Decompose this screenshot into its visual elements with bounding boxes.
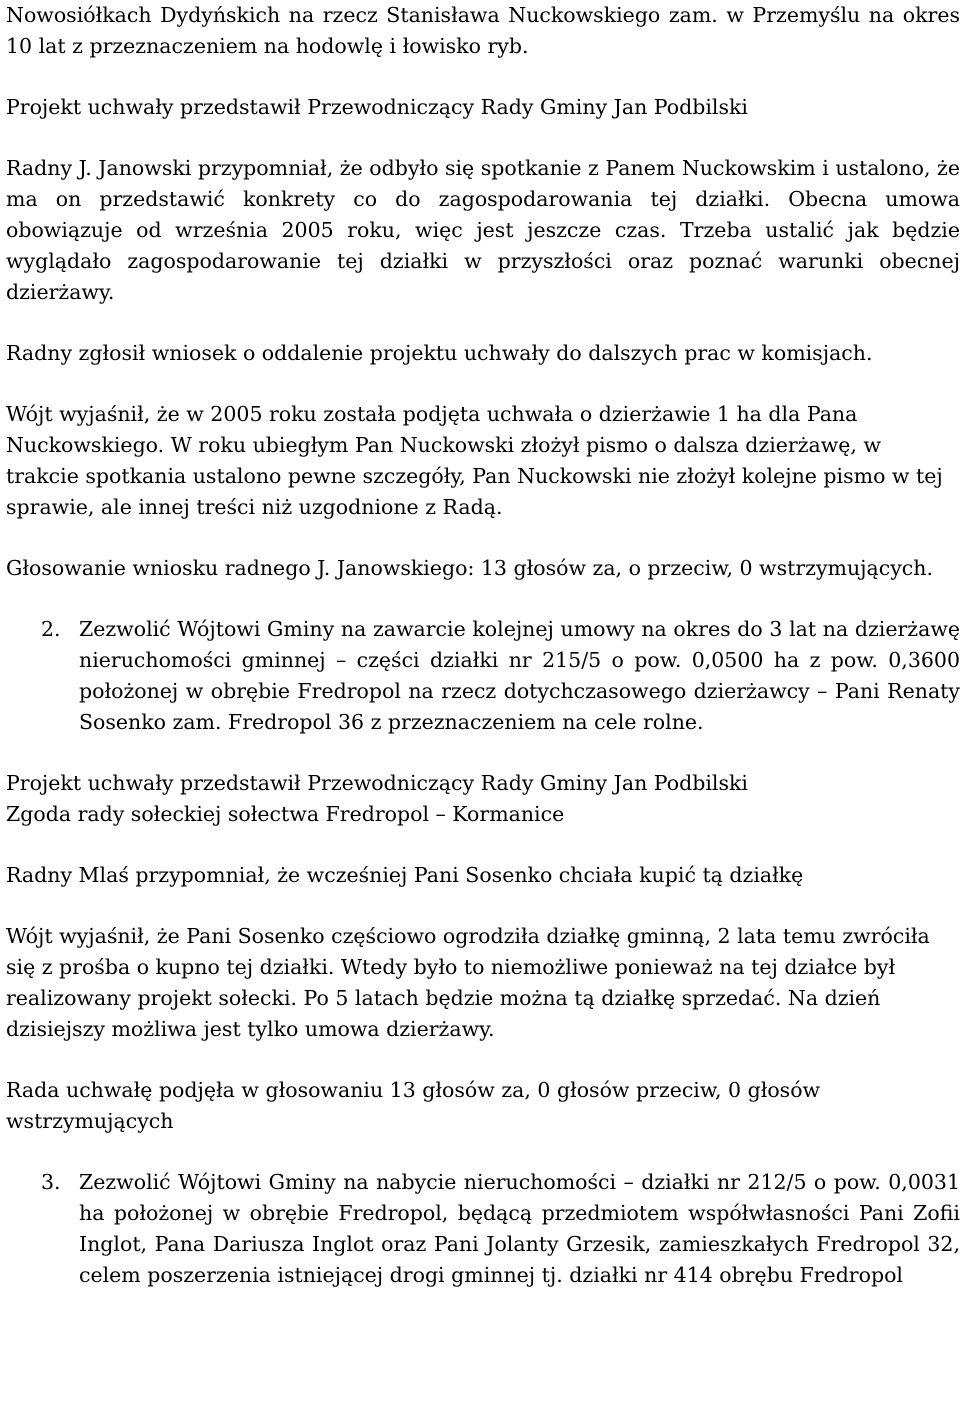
paragraph-motion-vote: Głosowanie wniosku radnego J. Janowskiego: 13 głosów za, o przeciw, 0 wstrzymujących.: [6, 556, 934, 580]
paragraph-resolution-vote: Rada uchwałę podjęła w głosowaniu 13 głosów za, 0 głosów przeciw, 0 głosów wstrzymujących: [6, 1078, 821, 1133]
paragraph-janowski-remark: Radny J. Janowski przypomniał, że odbyło się spotkanie z Panem Nuckowskim i ustalono, że ma on przedstawić konkrety co do zagospodarowania tej działki. Obecna umowa obowiązuje od września 2005 roku, więc jest jeszcze czas. Trzeba ustalić jak będzie wyglądało zagospodarowanie tej działki w przyszłości oraz poznać warunki obecnej dzierżawy.: [6, 156, 960, 304]
list-item-text: Zezwolić Wójtowi Gminy na nabycie nieruchomości – działki nr 212/5 o pow. 0,0031 ha położonej w obrębie Fredropol, będącą przedmiotem współwłasności Pani Zofii Inglot, Pana Dariusza Inglot oraz Pani Jolanty Grzesik, zamieszkałych Fredropol 32, celem poszerzenia istniejącej drogi gminnej tj. działki nr 414 obrębu Fredropol: [79, 1170, 960, 1287]
paragraph-resolution-presented: Projekt uchwały przedstawił Przewodniczący Rady Gminy Jan Podbilski: [6, 95, 748, 119]
paragraph-village-council-consent: Zgoda rady sołeckiej sołectwa Fredropol – Kormanice: [6, 802, 565, 826]
paragraph-motion-postpone: Radny zgłosił wniosek o oddalenie projektu uchwały do dalszych prac w komisjach.: [6, 341, 873, 365]
list-item-text: Zezwolić Wójtowi Gminy na zawarcie kolejnej umowy na okres do 3 lat na dzierżawę nieruchomości gminnej – części działki nr 215/5 o pow. 0,0500 ha z pow. 0,3600 położonej w obrębie Fredropol na rzecz dotychczasowego dzierżawcy – Pani Renaty Sosenko zam. Fredropol 36 z przeznaczeniem na cele rolne.: [79, 617, 960, 734]
paragraph-fish-pond-lease: Nowosiółkach Dydyńskich na rzecz Stanisława Nuckowskiego zam. w Przemyślu na okres 10 lat z przeznaczeniem na hodowlę i łowisko ryb.: [6, 3, 960, 58]
paragraph-mlas-remark: Radny Mlaś przypomniał, że wcześniej Pani Sosenko chciała kupić tą działkę: [6, 863, 804, 887]
paragraph-resolution-presented-2: Projekt uchwały przedstawił Przewodniczący Rady Gminy Jan Podbilski: [6, 771, 748, 795]
list-item-number: 2.: [41, 617, 61, 641]
paragraph-wojt-explanation: Wójt wyjaśnił, że w 2005 roku została podjęta uchwała o dzierżawie 1 ha dla Pana Nuckowskiego. W roku ubiegłym Pan Nuckowski złożył pismo o dalsza dzierżawę, w trakcie spotkania ustalono pewne szczegóły, Pan Nuckowski nie złożył kolejne pismo w tej sprawie, ale innej treści niż uzgodnione z Radą.: [6, 402, 943, 519]
document-page: [6, 0, 960, 1291]
list-item-3: [6, 1167, 960, 1291]
list-item-number: 3.: [41, 1170, 61, 1194]
list-item-2: [6, 614, 960, 738]
paragraph-wojt-explanation-2: Wójt wyjaśnił, że Pani Sosenko częściowo ogrodziła działkę gminną, 2 lata temu zwróciła się z prośba o kupno tej działki. Wtedy było to niemożliwe ponieważ na tej działce był realizowany projekt sołecki. Po 5 latach będzie można tą działkę sprzedać. Na dzień dzisiejszy możliwa jest tylko umowa dzierżawy.: [6, 924, 930, 1041]
